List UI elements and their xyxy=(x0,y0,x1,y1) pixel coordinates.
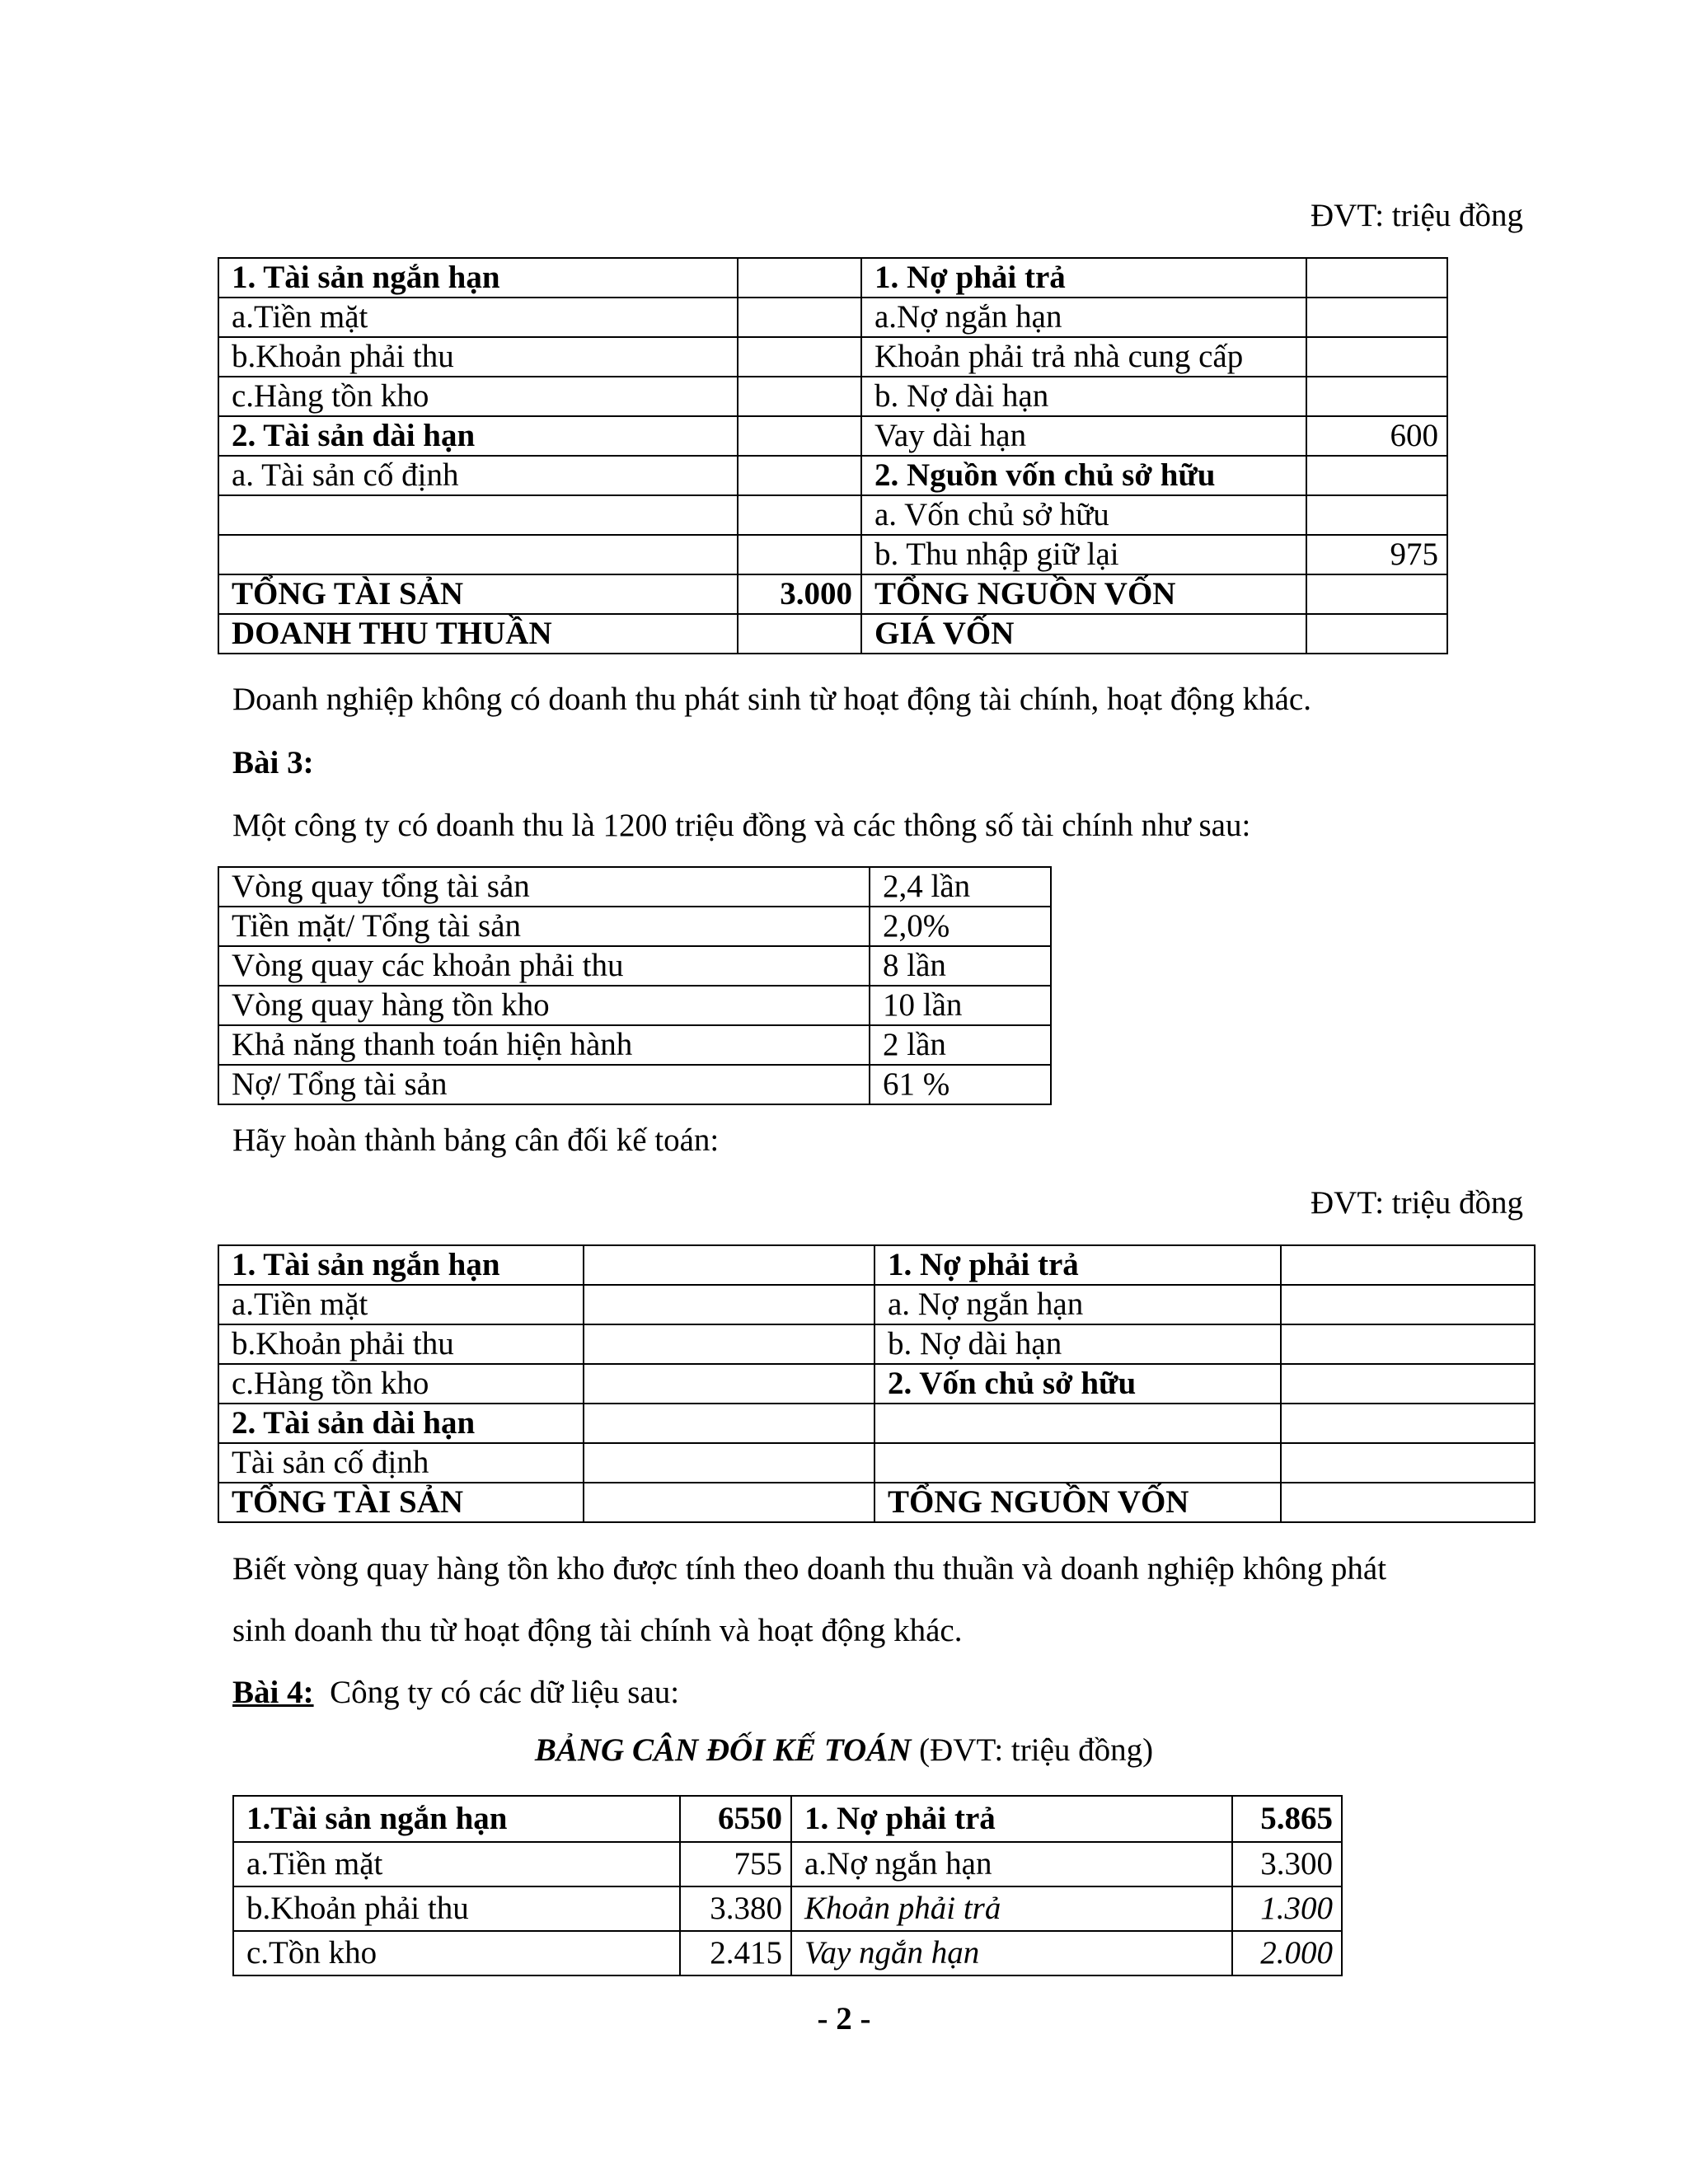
table-cell xyxy=(584,1443,874,1483)
table-cell: Khả năng thanh toán hiện hành xyxy=(218,1025,870,1065)
table-row xyxy=(218,867,1051,907)
table-cell: 2. Vốn chủ sở hữu xyxy=(874,1364,1281,1404)
table-cell: 1. Nợ phải trả xyxy=(874,1245,1281,1285)
table-cell: TỔNG NGUỒN VỐN xyxy=(861,574,1306,614)
table-cell xyxy=(738,495,861,535)
table-cell: Vay ngắn hạn xyxy=(791,1931,1232,1975)
table-cell: Vay dài hạn xyxy=(861,416,1306,456)
table-cell: a.Nợ ngắn hạn xyxy=(791,1842,1232,1886)
table-cell: a.Tiền mặt xyxy=(218,1285,584,1324)
table-row xyxy=(218,1025,1051,1065)
table-cell: 2.415 xyxy=(680,1931,791,1975)
table-cell: TỔNG TÀI SẢN xyxy=(218,1483,584,1522)
table-cell xyxy=(1281,1285,1535,1324)
table-cell: Khoản phải trả nhà cung cấp xyxy=(861,337,1306,377)
table-cell xyxy=(1306,337,1447,377)
table-cell: b.Khoản phải thu xyxy=(233,1886,680,1931)
table-row xyxy=(218,986,1051,1025)
table-row xyxy=(218,1404,1535,1443)
table-row xyxy=(218,377,1447,416)
table-cell: 2. Nguồn vốn chủ sở hữu xyxy=(861,456,1306,495)
table-cell xyxy=(1306,574,1447,614)
table-cell: Tài sản cố định xyxy=(218,1443,584,1483)
table-cell xyxy=(738,298,861,337)
table-cell: a. Vốn chủ sở hữu xyxy=(861,495,1306,535)
table-cell: 1. Tài sản ngắn hạn xyxy=(218,258,738,298)
table-cell xyxy=(738,337,861,377)
table-cell xyxy=(874,1443,1281,1483)
table-cell: b. Nợ dài hạn xyxy=(861,377,1306,416)
table-row xyxy=(218,1483,1535,1522)
note-1: Doanh nghiệp không có doanh thu phát sinh từ hoạt động tài chính, hoạt động khác. xyxy=(232,682,1311,717)
table-cell: a.Nợ ngắn hạn xyxy=(861,298,1306,337)
table-cell xyxy=(1306,614,1447,654)
table-cell xyxy=(1306,258,1447,298)
table-row xyxy=(218,298,1447,337)
table-cell xyxy=(1306,456,1447,495)
table-cell: 5.865 xyxy=(1232,1796,1342,1842)
table-cell: b. Thu nhập giữ lại xyxy=(861,535,1306,574)
table-cell: b.Khoản phải thu xyxy=(218,1324,584,1364)
table-cell: 1.Tài sản ngắn hạn xyxy=(233,1796,680,1842)
bai4-heading-line xyxy=(232,1673,679,1713)
table-cell: c.Hàng tồn kho xyxy=(218,377,738,416)
table-row xyxy=(233,1796,1342,1842)
ratio-table xyxy=(218,866,1052,1105)
table-cell: c.Tồn kho xyxy=(233,1931,680,1975)
table-cell: 2,0% xyxy=(870,907,1051,946)
table-cell: 3.000 xyxy=(738,574,861,614)
table-cell xyxy=(584,1245,874,1285)
table-cell: 600 xyxy=(1306,416,1447,456)
table-cell xyxy=(218,495,738,535)
table-cell: 1. Nợ phải trả xyxy=(861,258,1306,298)
table-cell xyxy=(738,258,861,298)
table-row xyxy=(233,1842,1342,1886)
table-cell: 2 lần xyxy=(870,1025,1051,1065)
table-row xyxy=(218,1324,1535,1364)
table-cell xyxy=(584,1285,874,1324)
table-cell: TỔNG TÀI SẢN xyxy=(218,574,738,614)
bai4-intro: Công ty có các dữ liệu sau: xyxy=(330,1675,680,1710)
table-row xyxy=(218,535,1447,574)
table-row xyxy=(218,258,1447,298)
table-cell xyxy=(584,1404,874,1443)
table-cell: 2.000 xyxy=(1232,1931,1342,1975)
table-cell: 61 % xyxy=(870,1065,1051,1104)
table-cell: Khoản phải trả xyxy=(791,1886,1232,1931)
table-cell: 1. Tài sản ngắn hạn xyxy=(218,1245,584,1285)
table-cell xyxy=(584,1364,874,1404)
table-row xyxy=(233,1931,1342,1975)
table-cell: a.Tiền mặt xyxy=(233,1842,680,1886)
table-cell: 1.300 xyxy=(1232,1886,1342,1931)
balance-table-1 xyxy=(218,257,1448,654)
table-row xyxy=(218,946,1051,986)
table-cell xyxy=(1306,377,1447,416)
table-cell: 2. Tài sản dài hạn xyxy=(218,1404,584,1443)
table-cell: Vòng quay các khoản phải thu xyxy=(218,946,870,986)
table-row xyxy=(218,907,1051,946)
bai3-heading: Bài 3: xyxy=(232,745,314,780)
table-cell: 755 xyxy=(680,1842,791,1886)
table-cell xyxy=(738,456,861,495)
unit-label-bai3: ĐVT: triệu đồng xyxy=(1310,1185,1523,1221)
table-cell xyxy=(738,614,861,654)
table-cell xyxy=(218,535,738,574)
page-number: - 2 - xyxy=(817,2001,871,2036)
table-cell xyxy=(1306,495,1447,535)
table-cell xyxy=(874,1404,1281,1443)
table-cell: 2. Tài sản dài hạn xyxy=(218,416,738,456)
table-cell: Nợ/ Tổng tài sản xyxy=(218,1065,870,1104)
table-cell xyxy=(1281,1483,1535,1522)
table-cell: DOANH THU THUẦN xyxy=(218,614,738,654)
table-cell xyxy=(1281,1364,1535,1404)
table-cell xyxy=(738,535,861,574)
bai4-title-unit: (ĐVT: triệu đồng) xyxy=(919,1732,1154,1768)
unit-label-top: ĐVT: triệu đồng xyxy=(1310,198,1523,233)
table-row xyxy=(218,1364,1535,1404)
table-cell: Tiền mặt/ Tổng tài sản xyxy=(218,907,870,946)
table-cell xyxy=(1281,1443,1535,1483)
bai4-title: BẢNG CÂN ĐỐI KẾ TOÁN xyxy=(534,1732,912,1768)
balance-table-bai4 xyxy=(232,1795,1343,1976)
table-row xyxy=(218,416,1447,456)
table-row xyxy=(218,456,1447,495)
table-cell xyxy=(584,1483,874,1522)
table-cell: Vòng quay tổng tài sản xyxy=(218,867,870,907)
table-cell xyxy=(1281,1404,1535,1443)
table-cell: Vòng quay hàng tồn kho xyxy=(218,986,870,1025)
table-cell xyxy=(1281,1324,1535,1364)
table-cell: GIÁ VỐN xyxy=(861,614,1306,654)
table-cell: 8 lần xyxy=(870,946,1051,986)
table-cell xyxy=(1281,1245,1535,1285)
table-row xyxy=(218,1245,1535,1285)
bai4-title-line xyxy=(0,1731,1688,1770)
table-row xyxy=(218,1443,1535,1483)
table-row xyxy=(218,574,1447,614)
table-row xyxy=(218,614,1447,654)
table-cell xyxy=(738,377,861,416)
table-cell: 975 xyxy=(1306,535,1447,574)
table-cell: 10 lần xyxy=(870,986,1051,1025)
table-cell: a. Nợ ngắn hạn xyxy=(874,1285,1281,1324)
table-cell xyxy=(1306,298,1447,337)
table-row xyxy=(233,1886,1342,1931)
table-cell xyxy=(738,416,861,456)
table-cell: 3.380 xyxy=(680,1886,791,1931)
bai4-heading: Bài 4: xyxy=(232,1675,314,1710)
table-cell: b.Khoản phải thu xyxy=(218,337,738,377)
bai3-note-line-2: sinh doanh thu từ hoạt động tài chính và hoạt động khác. xyxy=(232,1613,963,1648)
table-row xyxy=(218,495,1447,535)
table-cell: 3.300 xyxy=(1232,1842,1342,1886)
table-cell: TỔNG NGUỒN VỐN xyxy=(874,1483,1281,1522)
table-cell: 6550 xyxy=(680,1796,791,1842)
table-cell: 1. Nợ phải trả xyxy=(791,1796,1232,1842)
table-row xyxy=(218,1065,1051,1104)
table-cell: 2,4 lần xyxy=(870,867,1051,907)
balance-table-bai3 xyxy=(218,1244,1536,1523)
table-cell: b. Nợ dài hạn xyxy=(874,1324,1281,1364)
bai3-instruction: Hãy hoàn thành bảng cân đối kế toán: xyxy=(232,1122,720,1158)
bai3-note-line-1: Biết vòng quay hàng tồn kho được tính theo doanh thu thuần và doanh nghiệp không phát xyxy=(232,1551,1387,1586)
table-cell: c.Hàng tồn kho xyxy=(218,1364,584,1404)
table-row xyxy=(218,337,1447,377)
table-cell: a. Tài sản cố định xyxy=(218,456,738,495)
table-row xyxy=(218,1285,1535,1324)
table-cell xyxy=(584,1324,874,1364)
table-cell: a.Tiền mặt xyxy=(218,298,738,337)
bai3-intro: Một công ty có doanh thu là 1200 triệu đồng và các thông số tài chính như sau: xyxy=(232,808,1251,843)
